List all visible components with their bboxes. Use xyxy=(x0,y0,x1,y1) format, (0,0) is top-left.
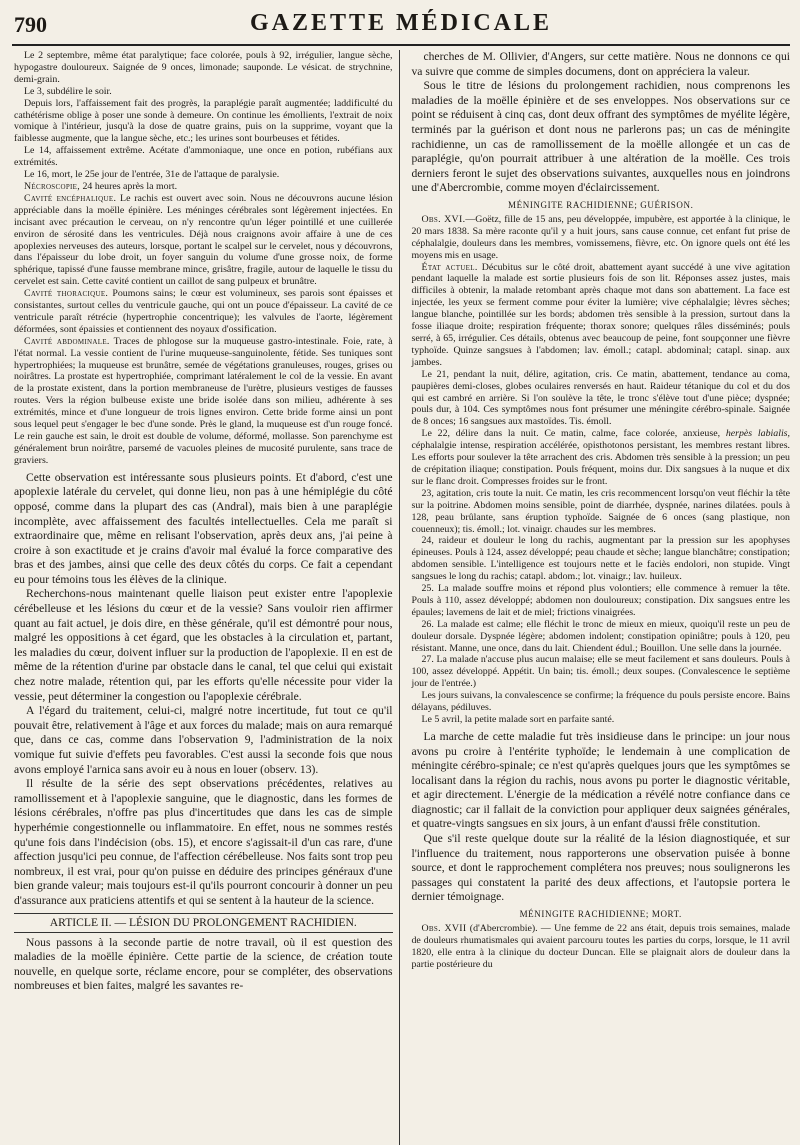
paragraph: cherches de M. Ollivier, d'Angers, sur cette matière. Nous ne donnons ce qui va suivre que comme de simples documens, dont on appréciera la valeur. xyxy=(411,50,790,78)
paragraph: Le 2 septembre, même état paralytique; face colorée, pouls à 92, irrégulier, langue sèche, hypogastre douloureux. Saignée de 9 onces, limonade; sauponde. Le vésicat. de strychnine, demi-grain. xyxy=(14,50,393,85)
section-text: Poumons sains; le cœur est volumineux, ses parois sont épaisses et consistantes, surtout celles du ventricule gauche, qui ont un pouce d'épaisseur. La cavité de ce ventricule paraît rétrécie (hypertrophie concentrique); les valvules de l'aorte, légèrement déformées, sont épaissies et contiennent des noyaux d'ossification. xyxy=(14,288,393,335)
subheading: MÉNINGITE RACHIDIENNE; MORT. xyxy=(519,909,682,920)
page-number: 790 xyxy=(14,12,47,37)
paragraph: Que s'il reste quelque doute sur la réalité de la lésion diagnostiquée, et sur l'influence du traitement, nous rapporterons une observation puisée à bonne source, et dont le rapprochement complétera nos preuves; nous soulignerons les passages qui constatent la parité des deux affections, et l'autopsie portera le dernier témoignage. xyxy=(411,832,790,904)
paragraph: Le 14, affaissement extrême. Acétate d'ammoniaque, une once en potion, rubéfians aux extrémités. xyxy=(14,145,393,169)
paragraph-day-22 xyxy=(411,428,790,488)
obs-label: Obs. XVI. xyxy=(421,213,466,225)
paragraph: 27. La malade n'accuse plus aucun malaise; elle se meut facilement et sans douleurs. Pouls à 100, assez développé. Appétit. Un bain; tis. émoll.; deux soupes. (Convalescence le septième jour de l'entrée.) xyxy=(411,654,790,690)
column-divider xyxy=(399,50,400,1145)
journal-title: GAZETTE MÉDICALE xyxy=(249,10,553,36)
paragraph-cavite-abdominale xyxy=(14,336,393,467)
article-heading: ARTICLE II. — LÉSION DU PROLONGEMENT RACHIDIEN. xyxy=(14,913,393,933)
section-text: Le rachis est ouvert avec soin. Nous ne découvrons aucune lésion appréciable dans la moëlle épinière. Les méninges cérébrales sont légèrement injectées. En incisant avec précaution le cerveau, on n'y rencontre qu'un léger pointillé et une cuillerée environ de sérosité dans les ventricules. Déjà nous craignons avoir affaire à une de ces apoplexies nerveuses des auteurs, lorsque, portant le scalpel sur le cervelet, nous y découvrons, dans l'épaisseur du lobe droit, un foyer sanguin du volume d'une grosse noix, de forme sphérique, tapissé d'une fausse membrane mince, grisâtre, fragile, autour de laquelle le tissu du cervelet est sain. Cette cavité contient un caillot de sang pulpeux et brunâtre. xyxy=(14,192,393,288)
paragraph: Sous le titre de lésions du prolongement rachidien, nous comprenons les maladies de la moëlle épinière et de ses enveloppes. Nos observations sur ce point se réduisent à cinq cas, dont deux offrant des symptômes de myélite légère, terminés par la guérison et dont nous ne parlerons pas; un cas de méningite rachidienne, un cas de ramollissement de la moëlle allongée et un cas de paraplégie, qu'on pourrait attribuer à une altération de la moëlle. Ces trois derniers feront le sujet des observations suivantes, auxquelles nous en joindrons une d'Abercrombie, comme moyen d'éclaircissement. xyxy=(411,79,790,195)
paragraph: La marche de cette maladie fut très insidieuse dans le principe: un jour nous avons pu croire à l'entérite typhoïde; le lendemain à une complication de méningite cérébro-spinale; ce n'est qu'après quelques jours que les symptômes se localisant dans la région du rachis, nous avons pu porter le diagnostic véritable, et agir directement. L'énergie de la médication a révélé notre confiance dans ce diagnostic; car il fallait de la conviction pour appliquer deux saignées générales, et quatre-vingts sangsues en six jours, à un enfant d'aussi frêle constitution. xyxy=(411,729,790,831)
paragraph: 24, raideur et douleur le long du rachis, augmentant par la pression sur les apophyses épineuses. Pouls à 124, assez développé; peau chaude et sèche; langue blanchâtre; constipation; abdomen sensible. L'intelligence est toujours nette et le faciès endolori, non stupide. Vingt sangsues le long du rachis; catapl. abdom.; lot. vinaigr.; lav. huileux. xyxy=(411,535,790,583)
day-text: Le 22, délire dans la nuit. Ce matin, calme, face colorée, anxieuse, xyxy=(421,428,721,440)
section-text: Traces de phlogose sur la muqueuse gastro-intestinale. Foie, rate, à l'état normal. La vessie contient de l'urine muqueuse-sanguinolente, fétide. Ses tuniques sont hypertrophiées; la muqueuse est brunâtre, semée de végétations granuleuses, rouges, grises ou noirâtres. La prostate est hypertrophiée, comprimant latéralement le col de la vessie. En avant de la prostate existent, dans la portion membraneuse de l'urètre, plusieurs vestiges de fausses routes. Vers la région bulbeuse existe une bride isolée dans son milieu, adhérente à ses extrémités, mince et d'une longueur de trois lignes environ. Cette bride forme ainsi un pont sous lequel peut s'engager le bec d'une sonde. Près le gland, la muqueuse est d'un rouge foncé. Le rein gauche est sain, le droit est double de volume, déformé, mollasse. Son parenchyme est généralement brun noirâtre, parsemé de vacuoles pleines de mucosité purulente, sans trace de graviers. xyxy=(14,335,393,466)
two-column-body xyxy=(14,50,790,1145)
paragraph-cavite-encephalique xyxy=(14,193,393,288)
section-label: Nécroscopie, xyxy=(24,180,80,192)
paragraph-obs-16 xyxy=(411,214,790,262)
left-column xyxy=(14,50,393,1145)
paragraph: Le 21, pendant la nuit, délire, agitation, cris. Ce matin, abattement, tendance au coma, paupières demi-closes, globes oculaires renversés en haut. Raideur tétanique du col et du dos qui est cambré en arrière. Si l'on soulève la tête, le tronc s'élève tout d'une pièce; dyspnée; pouls dur, à 104. Ces symptômes nous font présumer une méningite cérébro-spinale. Saignée de 8 onces; 16 sangsues aux mastoïdes. Tis. émoll. xyxy=(411,368,790,428)
paragraph: A l'égard du traitement, celui-ci, malgré notre incertitude, fut tout ce qu'il pouvait être, relativement à l'âge et aux forces du malade; mais on aura remarqué que, dans ce cas, comme dans l'observation 9, l'administration de la noix vomique fut suivie d'effets peu favorables. C'est aussi la seconde fois que nous avons employé l'arnica sans avoir eu à nous en louer (observ. 13). xyxy=(14,704,393,776)
day-text: céphalalgie intense, respiration accélérée, opisthotonos persistant, les membres restant libres. Les efforts pour soulever la tête arrachent des cris. Abdomen très sensible à la pression; un peu de crépitation iliaque; constipation. Pouls fréquent, moins dur. Dix sangsues à la nuque et dix sur le flanc droit. Compresses froides sur le front. xyxy=(411,440,790,487)
day-text-italic: herpès labialis, xyxy=(725,428,790,440)
section-label: État actuel. xyxy=(421,261,478,273)
page-header xyxy=(12,6,790,46)
obs-text: —Goëtz, fille de 15 ans, peu développée, impubère, est apportée à la clinique, le 20 mars 1838. Sa mère raconte qu'il y a huit jours, sans cause connue, cet enfant fut prise de céphalalgie, douleurs dans les membres, vomissemens, fièvre, etc. On ignore quels ont été les moyens mis en usage. xyxy=(411,213,790,261)
paragraph: Il résulte de la série des sept observations précédentes, relatives au ramollissement et à l'apoplexie sanguine, que le diagnostic, dans les formes de lésions cérébrales, n'offre pas plus d'incertitudes que dans les cas de simple hyperhémie congestionnelle ou inflammatoire. En effet, nous ne sommes restés qu'une fois dans l'indécision (obs. 15), et encore s'agissait-il d'un cas rare, d'une affection jusqu'ici peu connue, de l'affection cérébelleuse. Nos faits sont trop peu nombreux, il est vrai, pour qu'on puisse en déduire des principes généraux d'une bien grande valeur; mais toujours est-il qu'ils pourront concourir à donner un peu d'assurance aux praticiens attentifs et qui se sentent à la hauteur de la science. xyxy=(14,777,393,907)
paragraph-etat-actuel xyxy=(411,262,790,369)
paragraph-obs-17 xyxy=(411,923,790,971)
section-label: Cavité abdominale. xyxy=(24,335,110,347)
paragraph: Les jours suivans, la convalescence se confirme; la fréquence du pouls persiste encore. Bains délayans, pédiluves. xyxy=(411,690,790,714)
paragraph: Cette observation est intéressante sous plusieurs points. Et d'abord, c'est une apoplexie latérale du cervelet, qui donne lieu, non pas à une hémiplégie du côté opposé, comme dans la plupart des cas (Andral), mais bien à une paraplégie incomplète, avec affaissement des facultés intellectuelles. Cela me paraît si extraordinaire que, même en relisant l'observation, après deux ans, j'ai peine à croire à son exactitude et je crains d'avoir mal évalué la force comparative des bras et des jambes, ainsi que celle des deux côtés du corps. Ce fait a cependant eu pour témoins tous les élèves de la clinique. xyxy=(14,470,393,586)
obs-text: (d'Abercrombie). — Une femme de 22 ans était, depuis trois semaines, malade de douleurs rhumatismales qui avaient parcouru toutes les parties du corps, lorsque, le 11 avril 1820, elle entra à la clinique du docteur Duncan. Elle se plaignait alors de douleur dans la partie postérieure du xyxy=(411,923,790,970)
paragraph-cavite-thoracique xyxy=(14,288,393,336)
paragraph: Nous passons à la seconde partie de notre travail, où il est question des maladies de la moëlle épinière. Cette partie de la science, de création toute nouvelle, en quelque sorte, réclame encore, pour se compléter, des observations nombreuses et bien faites, malgré les savantes re- xyxy=(14,935,393,993)
paragraph: 25. La malade souffre moins et répond plus volontiers; elle commence à remuer la tête. Pouls à 110, assez développé; abdomen non douloureux; constipation. Dix sangsues entre les épaules; lavemens de lait et de miel; frictions vinaigrées. xyxy=(411,583,790,618)
paragraph: 26. La malade est calme; elle fléchit le tronc de mieux en mieux, quoiqu'il reste un peu de douleur dorsale. Dyspnée légère; abdomen indolent; constipation opiniâtre; pouls à 120, peu résistant. Manne, une once, dans du lait. Chiendent édul.; Bouillon. Une selle dans la journée. xyxy=(411,618,790,654)
paragraph: Le 16, mort, le 25e jour de l'entrée, 31e de l'attaque de paralysie. xyxy=(24,169,280,181)
paragraph: 23, agitation, cris toute la nuit. Ce matin, les cris recommencent lorsqu'on veut fléchir la tête sur la poitrine. Abdomen moins sensible, point de diarrhée, dyspnée, narines dilatées. pouls à 128, peau brûlante, sans éruption typhoïde. Saignée de 6 onces (sang plastique, non couenneux); tis. émoll.; lot. vinaigr. chaudes sur les membres. xyxy=(411,487,790,535)
subheading: MÉNINGITE RACHIDIENNE; GUÉRISON. xyxy=(508,199,694,210)
obs-label: Obs. XVII xyxy=(421,923,467,935)
section-text: 24 heures après la mort. xyxy=(82,180,178,192)
paragraph: Recherchons-nous maintenant quelle liaison peut exister entre l'apoplexie cérébelleuse et les lésions du cœur et de la vessie? Sans vouloir rien affirmer quant au fait actuel, je dois dire, en thèse générale, qu'il est démontré pour nous, malgré les oppositions à cet égard, que les obstacles à la circulation et, partant, les maladies du cœur, doivent influer sur la production de l'apoplexie. Il en est de même de la rétention d'urine par obstacle dans le canal, tel que celui qui existait chez notre malade, rétention qui, par les efforts qu'elle nécessite pour vider la vessie, peut déterminer la congestion ou l'apoplexie cérébrale. xyxy=(14,587,393,703)
section-text: Décubitus sur le côté droit, abattement ayant succédé à une vive agitation pendant laquelle la malade est sortie plusieurs fois de son lit. Réponses assez justes, mais difficiles à obtenir, la malade retombant après chaque mot dans son abattement. La face est injectée, les yeux se ferment comme pour éviter la lumière; vive céphalalgie; lèvres sèches; langue blanche, pointillée sur les bords; abdomen très sensible à la pression, surtout dans la fosse iliaque droite; respiration fréquente; thorax sonore; quelques râles disséminés; pouls serré, à 65, irrégulier. Ces détails, obtenus avec beaucoup de peine, font soupçonner une fièvre typhoïde. Quinze sangsues à l'abdomen; lav. émoll.; catapl. abdominal; catapl. sinap. aux jambes. xyxy=(411,261,790,368)
paragraph: Le 3, subdélire le soir. xyxy=(24,85,112,97)
paragraph-necroscopie xyxy=(14,181,393,193)
section-label: Cavité thoracique. xyxy=(24,288,109,300)
paragraph: Depuis lors, l'affaissement fait des progrès, la paraplégie paraît augmentée; laddificulté du cathétérisme oblige à poser une sonde à demeure. On continue les émollients, l'extrait de noix vomique à l'intérieur, jusqu'à la dose de quatre grains, puis on la supprime, voyant que la faiblesse augmente, que la langue sèche, etc.; les urines sont bourbeuses et fétides. xyxy=(14,97,393,145)
section-label: Cavité encéphalique. xyxy=(24,192,117,204)
right-column xyxy=(411,50,790,1145)
paragraph: Le 5 avril, la petite malade sort en parfaite santé. xyxy=(421,714,615,725)
